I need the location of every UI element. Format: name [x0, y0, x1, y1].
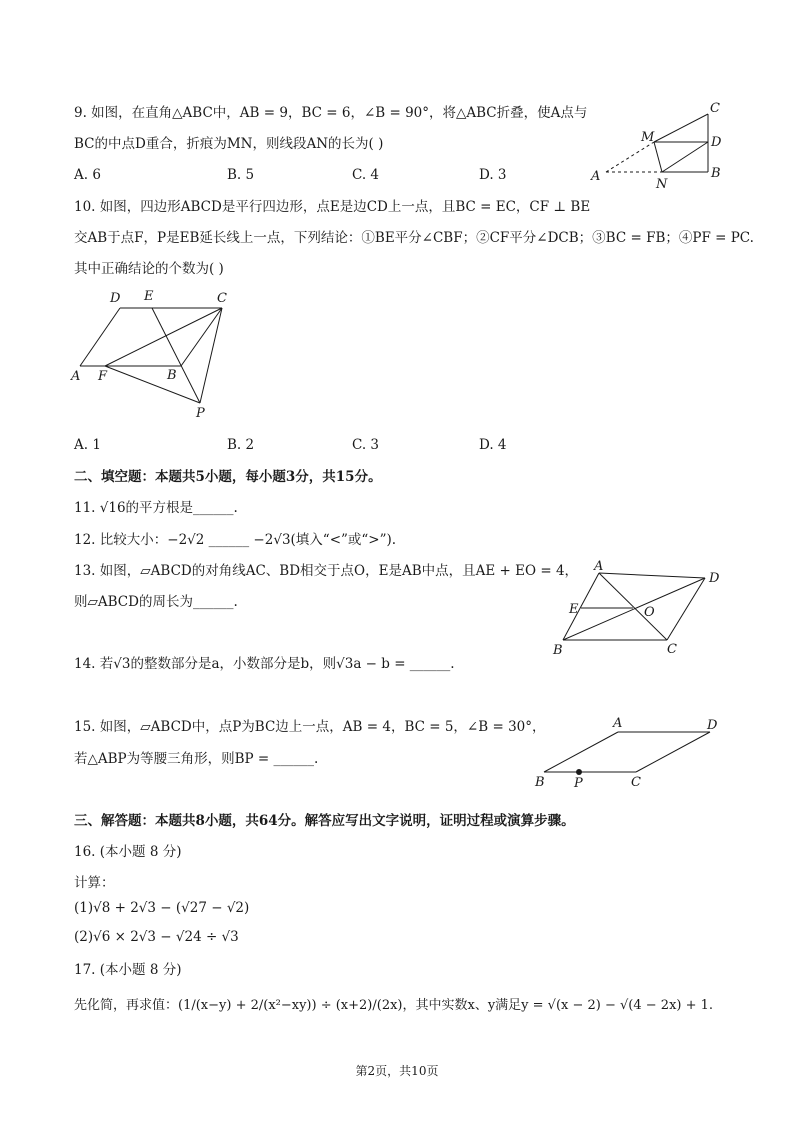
q10-seg-DA: [80, 308, 120, 366]
q10-label-C: C: [217, 291, 227, 306]
section3-heading: 三、解答题：本题共8小题，共64分。解答应写出文字说明，证明过程或演算步骤。: [74, 813, 575, 829]
q17-text: 先化简，再求值：(1/(x−y) + 2/(x²−xy)) ÷ (x+2)/(2x)，其中实数x、y满足y = √(x − 2) − √(4 − 2x) + 1.: [74, 998, 714, 1013]
q9-option-d: D. 3: [479, 167, 507, 183]
q12-text: 12. 比较大小：−2√2 ______ −2√3(填入“<”或“>”).: [74, 532, 397, 548]
q13-figure: [545, 558, 735, 658]
q15-seg-AB: [544, 732, 618, 772]
q10-line1: 10. 如图，四边形ABCD是平行四边形，点E是边CD上一点，且BC = EC，CF ⊥ BE: [74, 199, 591, 215]
q9-line2: BC的中点D重合，折痕为MN，则线段AN的长为( ): [74, 136, 384, 152]
q9-option-b: B. 5: [227, 167, 255, 183]
q10-label-D: D: [110, 291, 121, 306]
q10-label-F: F: [98, 369, 108, 384]
q10-seg-CF: [105, 308, 222, 366]
q16-part2: (2)√6 × 2√3 − √24 ÷ √3: [74, 929, 239, 945]
q9-line1: 9. 如图，在直角△ABC中，AB = 9，BC = 6，∠B = 90°，将△ABC折叠，使A点与: [74, 105, 588, 121]
q9-figure: [586, 100, 726, 190]
q17-head: 17. (本小题 8 分): [74, 962, 182, 978]
q13-seg-AD: [599, 573, 705, 578]
q9-label-C: C: [710, 101, 720, 116]
q13-line1: 13. 如图，▱ABCD的对角线AC、BD相交于点O，E是AB中点，且AE + EO = 4，: [74, 563, 579, 579]
q10-option-a: A. 1: [74, 437, 101, 453]
q10-option-c: C. 3: [352, 437, 380, 453]
q15-label-P: P: [574, 776, 583, 791]
q15-line2: 若△ABP为等腰三角形，则BP = ______.: [74, 751, 319, 767]
q9-seg-AM: [606, 142, 654, 172]
q9-label-B: B: [711, 166, 721, 181]
q16-intro: 计算：: [74, 875, 115, 891]
q10-seg-CP: [200, 308, 222, 403]
q10-seg-BC: [181, 308, 222, 366]
page-footer: 第2页，共10页: [355, 1064, 439, 1078]
q10-option-b: B. 2: [227, 437, 255, 453]
q9-seg-MN: [654, 142, 662, 172]
q14-text: 14. 若√3的整数部分是a，小数部分是b，则√3a − b = ______.: [74, 656, 455, 672]
q9-seg-ND: [662, 142, 708, 172]
q15-seg-CD: [636, 732, 710, 772]
q9-label-M: M: [641, 130, 655, 145]
q10-label-P: P: [196, 406, 205, 421]
q13-label-C: C: [667, 642, 677, 657]
q13-label-A: A: [594, 559, 604, 574]
q13-label-E: E: [569, 602, 579, 617]
q13-line2: 则▱ABCD的周长为______.: [74, 594, 238, 610]
q9-label-N: N: [656, 177, 668, 192]
q13-seg-AC: [599, 573, 667, 640]
q10-label-B: B: [167, 368, 177, 383]
q13-seg-CD: [667, 578, 705, 640]
q15-figure: [530, 712, 730, 792]
q13-seg-BD: [563, 578, 705, 640]
q11-text: 11. √16的平方根是______.: [74, 500, 238, 516]
q13-label-O: O: [644, 605, 655, 620]
q15-label-B: B: [535, 775, 545, 790]
q10-option-d: D. 4: [479, 437, 507, 453]
section2-heading: 二、填空题：本题共5小题，每小题3分，共15分。: [74, 469, 382, 485]
q9-label-A: A: [591, 169, 601, 184]
q16-head: 16. (本小题 8 分): [74, 844, 182, 860]
q16-part1: (1)√8 + 2√3 − (√27 − √2): [74, 900, 250, 916]
q9-option-c: C. 4: [352, 167, 380, 183]
q10-label-A: A: [71, 369, 81, 384]
q10-label-E: E: [144, 289, 154, 304]
q10-line3: 其中正确结论的个数为( ): [74, 261, 224, 277]
q15-label-D: D: [707, 718, 718, 733]
q15-point-P: [576, 769, 582, 775]
q13-label-B: B: [553, 643, 563, 658]
q15-label-C: C: [631, 775, 641, 790]
q13-label-D: D: [709, 571, 720, 586]
q10-line2: 交AB于点F，P是EB延长线上一点，下列结论：①BE平分∠CBF；②CF平分∠DCB；③BC = FB；④PF = PC.: [74, 230, 754, 246]
q10-figure: [70, 288, 240, 423]
q15-label-A: A: [613, 716, 623, 731]
q10-seg-FP: [105, 366, 200, 403]
q9-option-a: A. 6: [74, 167, 101, 183]
q9-label-D: D: [711, 135, 722, 150]
q9-seg-MC: [654, 114, 708, 142]
q15-line1: 15. 如图，▱ABCD中，点P为BC边上一点，AB = 4，BC = 5，∠B = 30°，: [74, 719, 546, 735]
